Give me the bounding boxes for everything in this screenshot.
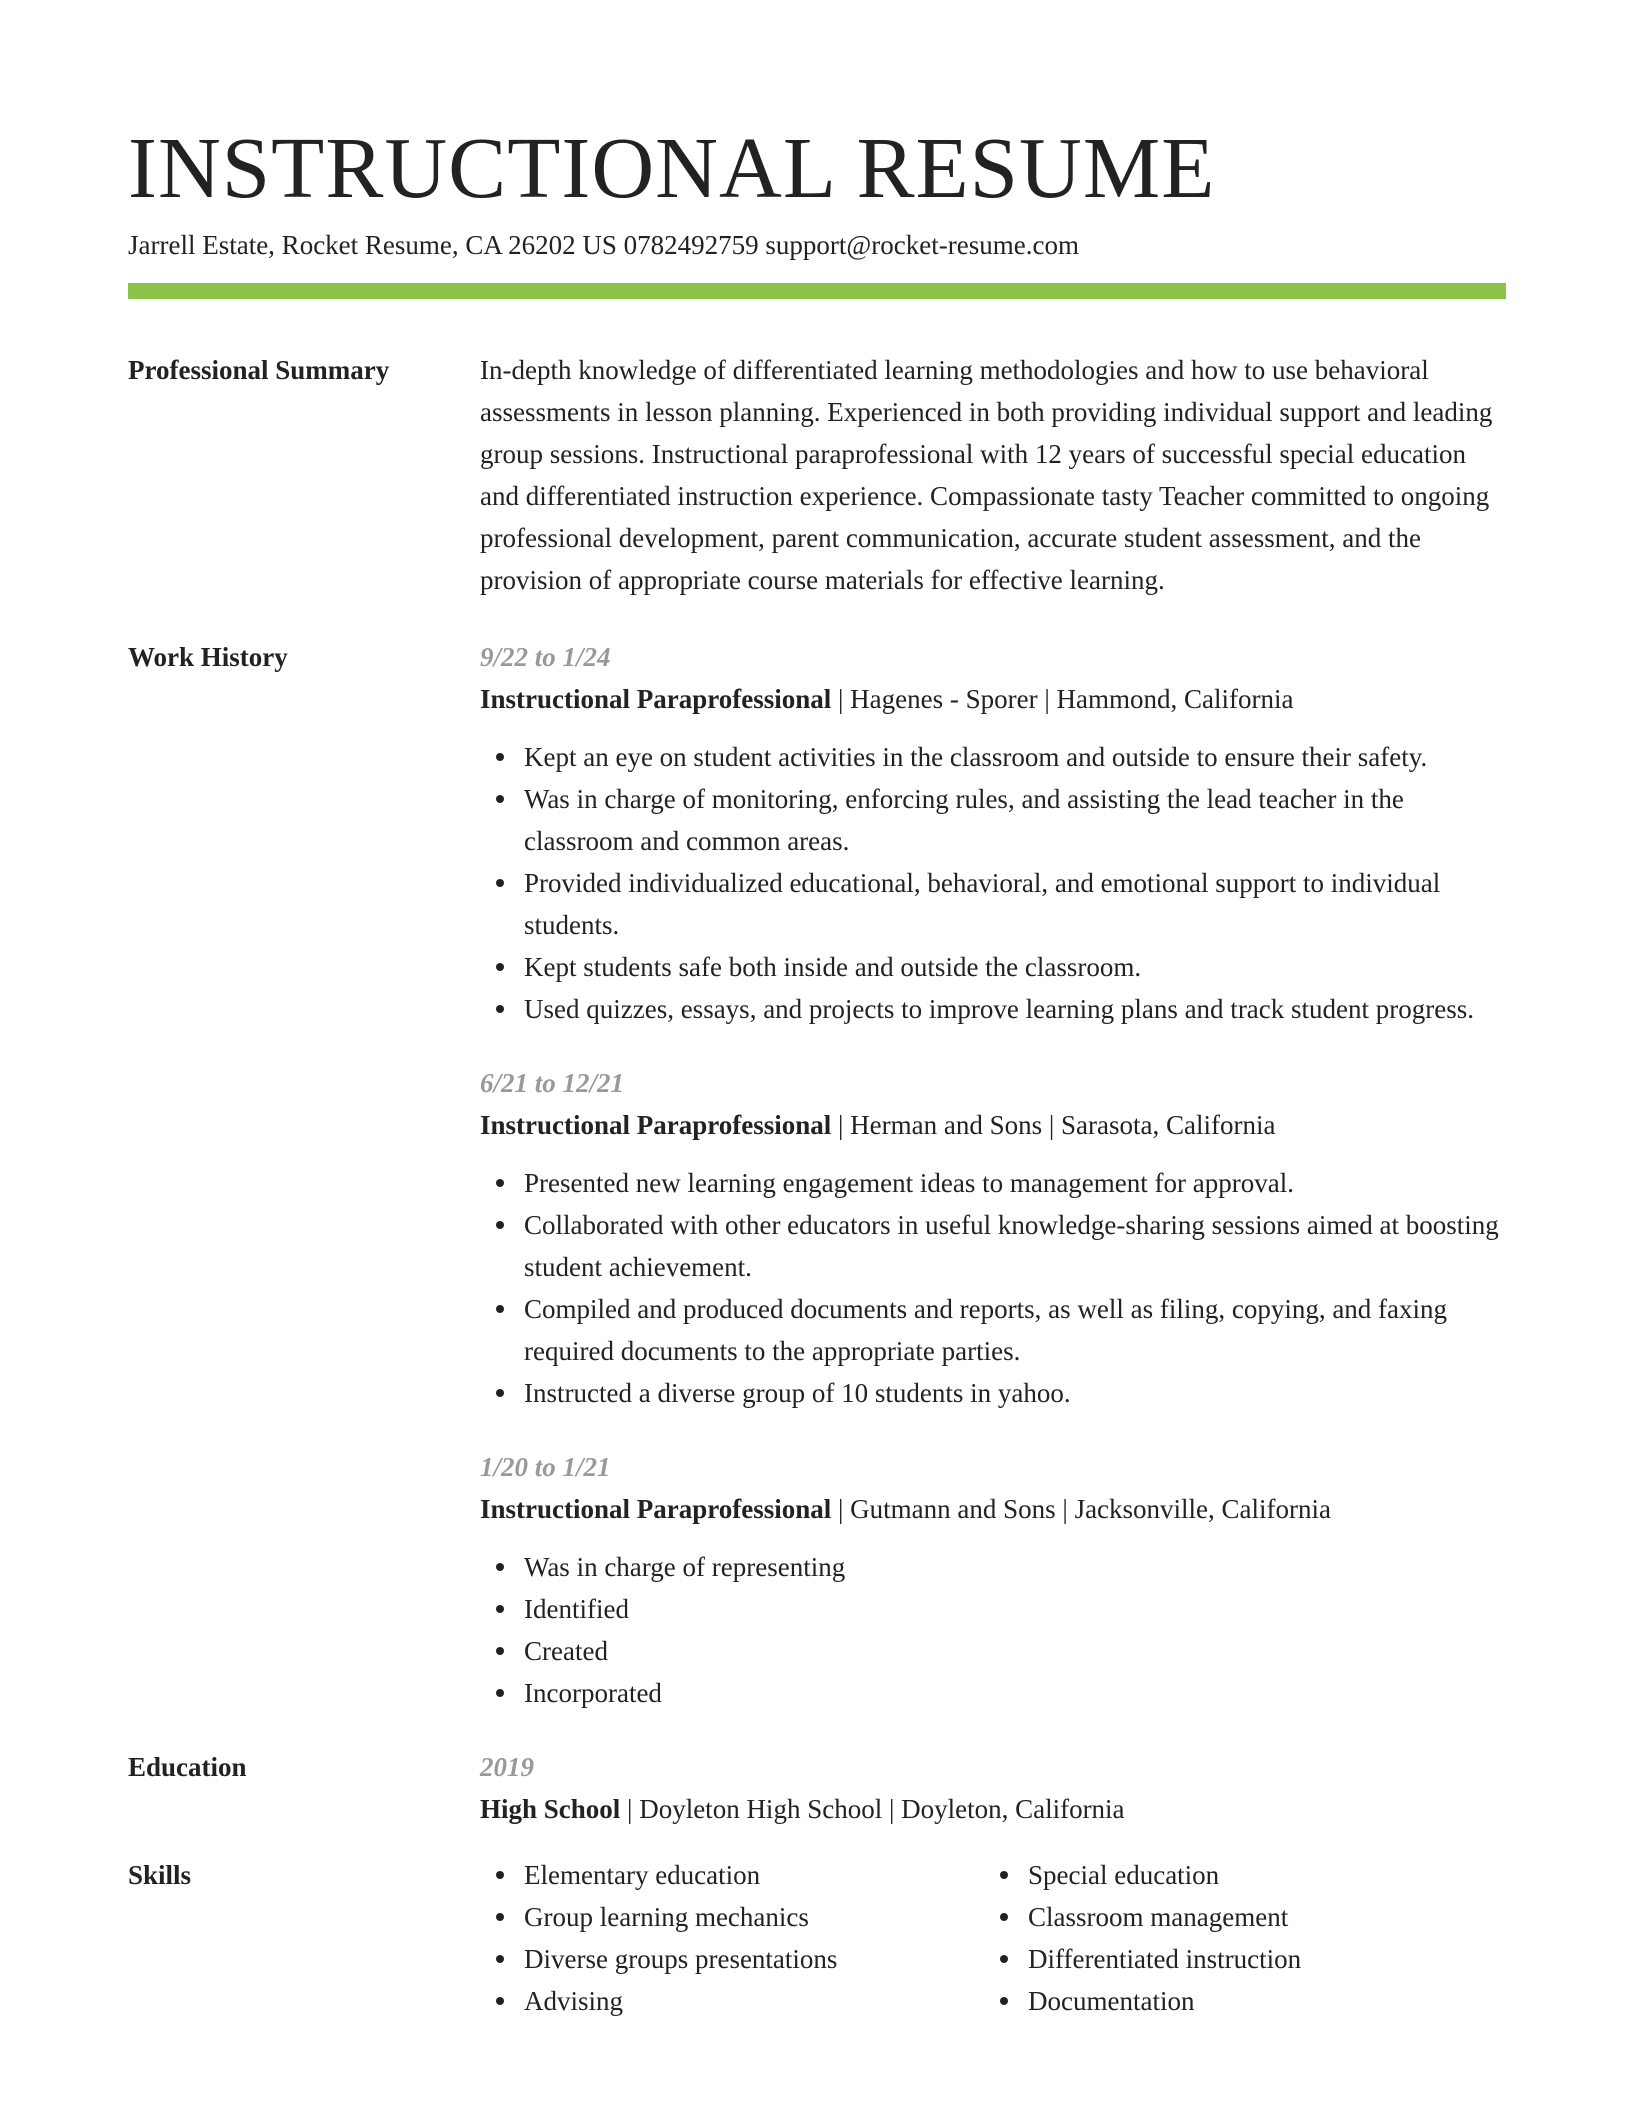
list-item: Was in charge of monitoring, enforcing rules, and assisting the lead teacher in the classroom and common areas. [524,778,1506,862]
education-heading [480,1788,1506,1830]
list-item: Differentiated instruction [1028,1938,1528,1980]
list-item: Kept students safe both inside and outside the classroom. [524,946,1506,988]
skills-section [128,1854,1506,2022]
job-details: | Gutmann and Sons | Jacksonville, California [831,1494,1332,1524]
list-item: Group learning mechanics [524,1896,984,1938]
job-bullets [480,736,1506,1030]
list-item: Compiled and produced documents and reports, as well as filing, copying, and faxing required documents to the appropriate parties. [524,1288,1506,1372]
list-item: Used quizzes, essays, and projects to improve learning plans and track student progress. [524,988,1506,1030]
resume-title: INSTRUCTIONAL RESUME [128,119,1216,216]
job-dates: 9/22 to 1/24 [480,642,611,672]
job-heading [480,1104,1506,1146]
list-item: Advising [524,1980,984,2022]
job-title: Instructional Paraprofessional [480,1110,832,1140]
skills-label: Skills [128,1860,192,1890]
list-item: Special education [1028,1854,1528,1896]
summary-section [128,349,1506,601]
list-item: Kept an eye on student activities in the classroom and outside to ensure their safety. [524,736,1506,778]
job-entry [480,1062,1506,1414]
skills-columns [480,1854,1528,2022]
work-history-label: Work History [128,642,288,672]
list-item: Diverse groups presentations [524,1938,984,1980]
list-item: Presented new learning engagement ideas to management for approval. [524,1162,1506,1204]
list-item: Created [524,1630,1506,1672]
education-section [128,1746,1506,1830]
job-title: Instructional Paraprofessional [480,1494,832,1524]
job-heading [480,678,1506,720]
list-item: Elementary education [524,1854,984,1896]
job-heading [480,1488,1506,1530]
job-bullets [480,1162,1506,1414]
job-dates: 6/21 to 12/21 [480,1068,625,1098]
list-item: Classroom management [1028,1896,1528,1938]
job-entry [480,1446,1506,1714]
list-item: Documentation [1028,1980,1528,2022]
list-item: Incorporated [524,1672,1506,1714]
list-item: Provided individualized educational, behavioral, and emotional support to individual students. [524,862,1506,946]
summary-text: In-depth knowledge of differentiated learning methodologies and how to use behavioral assessments in lesson planning. Experienced in both providing individual support and leading group sessions. Instructional paraprofessional with 12 years of successful special education and differentiated instruction experience. Compassionate tasty Teacher committed to ongoing professional development, parent communication, accurate student assessment, and the provision of appropriate course materials for effective learning. [480,355,1493,595]
education-label: Education [128,1752,247,1782]
contact-line: Jarrell Estate, Rocket Resume, CA 26202 US 0782492759 support@rocket-resume.com [128,230,1079,260]
resume-page [128,0,1506,2022]
skills-list-right [984,1854,1528,2022]
job-bullets [480,1546,1506,1714]
list-item: Collaborated with other educators in useful knowledge-sharing sessions aimed at boosting student achievement. [524,1204,1506,1288]
job-title: Instructional Paraprofessional [480,684,832,714]
job-dates: 1/20 to 1/21 [480,1452,611,1482]
job-entry [480,636,1506,1030]
skills-list-left [480,1854,984,2022]
summary-label: Professional Summary [128,355,390,385]
job-details: | Hagenes - Sporer | Hammond, California [831,684,1294,714]
education-details: | Doyleton High School | Doyleton, California [620,1794,1125,1824]
work-history-section [128,636,1506,1714]
list-item: Was in charge of representing [524,1546,1506,1588]
education-year: 2019 [480,1752,534,1782]
education-degree: High School [480,1794,621,1824]
list-item: Identified [524,1588,1506,1630]
job-details: | Herman and Sons | Sarasota, California [831,1110,1276,1140]
accent-divider [128,283,1506,299]
list-item: Instructed a diverse group of 10 students in yahoo. [524,1372,1506,1414]
